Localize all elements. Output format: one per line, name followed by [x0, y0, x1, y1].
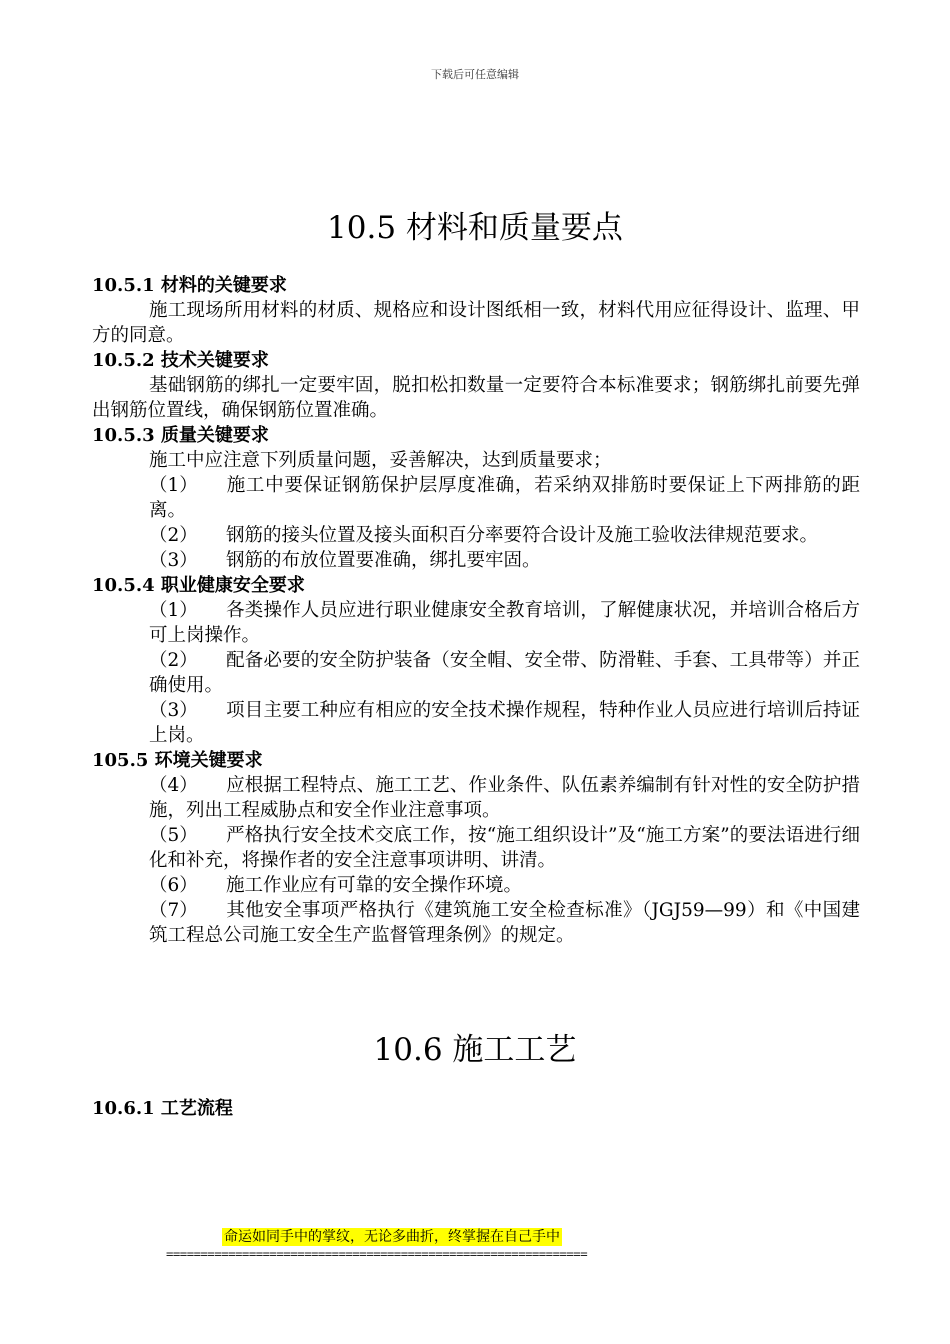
- header-note: 下载后可任意编辑: [431, 68, 519, 81]
- heading-10-5-2: 10.5.2 技术关键要求: [92, 350, 269, 371]
- list-item-text: 施工作业应有可靠的安全操作环境。: [226, 875, 523, 896]
- section-title-10-5: 10.5 材料和质量要点: [327, 210, 623, 246]
- list-item-text: 其他安全事项严格执行《建筑施工安全检查标准》（JGJ59—99）和《中国建筑工程总公司施工安全生产监督管理条例》的规定。: [149, 900, 860, 946]
- footer-motto: 命运如同手中的掌纹，无论多曲折，终掌握在自己手中: [224, 1229, 560, 1245]
- list-item: [149, 873, 860, 898]
- list-item-number: （5）: [149, 825, 198, 846]
- list-item: [149, 473, 860, 523]
- list-item-text: 严格执行安全技术交底工作，按“施工组织设计”及“施工方案”的要法语进行细化和补充，将操作者的安全注意事项讲明、讲清。: [149, 825, 860, 871]
- heading-10-5-5: 105.5 环境关键要求: [92, 750, 263, 771]
- list-item: [149, 698, 860, 748]
- section-10-6-body: [92, 1096, 860, 1121]
- list-item-text: 钢筋的接头位置及接头面积百分率要符合设计及施工验收法律规范要求。: [226, 525, 819, 546]
- paragraph-technical: 基础钢筋的绑扎一定要牢固，脱扣松扣数量一定要符合本标准要求；钢筋绑扎前要先弹出钢筋位置线，确保钢筋位置准确。: [92, 375, 860, 421]
- paragraph-quality-intro: 施工中应注意下列质量问题，妥善解决，达到质量要求；: [149, 450, 612, 471]
- heading-10-6-1: 10.6.1 工艺流程: [92, 1098, 233, 1119]
- list-item-number: （1）: [149, 475, 198, 496]
- footer-divider: =============================================================: [166, 1247, 588, 1261]
- list-item-text: 配备必要的安全防护装备（安全帽、安全带、防滑鞋、手套、工具带等）并正确使用。: [149, 650, 860, 696]
- heading-10-5-3: 10.5.3 质量关键要求: [92, 425, 269, 446]
- list-item-text: 应根据工程特点、施工工艺、作业条件、队伍素养编制有针对性的安全防护措施，列出工程威胁点和安全作业注意事项。: [149, 775, 860, 821]
- list-item-text: 各类操作人员应进行职业健康安全教育培训，了解健康状况，并培训合格后方可上岗操作。: [149, 600, 860, 646]
- list-item: [149, 648, 860, 698]
- list-item-number: （3）: [149, 550, 198, 571]
- list-item: [149, 598, 860, 648]
- paragraph-materials: 施工现场所用材料的材质、规格应和设计图纸相一致，材料代用应征得设计、监理、甲方的同意。: [92, 300, 860, 346]
- heading-10-5-4: 10.5.4 职业健康安全要求: [92, 575, 305, 596]
- heading-10-5-1: 10.5.1 材料的关键要求: [92, 275, 287, 296]
- list-item-number: （6）: [149, 875, 198, 896]
- list-item-number: （3）: [149, 700, 198, 721]
- list-item: [149, 523, 860, 548]
- list-item-number: （7）: [149, 900, 198, 921]
- list-item: [149, 823, 860, 873]
- list-item: [149, 898, 860, 948]
- list-item-number: （1）: [149, 600, 198, 621]
- list-item-text: 施工中要保证钢筋保护层厚度准确，若采纳双排筋时要保证上下两排筋的距离。: [149, 475, 860, 521]
- list-item-number: （4）: [149, 775, 198, 796]
- list-item-text: 钢筋的布放位置要准确，绑扎要牢固。: [226, 550, 541, 571]
- list-item-number: （2）: [149, 525, 198, 546]
- section-10-5-body: [92, 273, 860, 948]
- list-item-text: 项目主要工种应有相应的安全技术操作规程，特种作业人员应进行培训后持证上岗。: [149, 700, 860, 746]
- list-item: [149, 548, 860, 573]
- section-title-10-6: 10.6 施工工艺: [373, 1032, 577, 1068]
- list-item-number: （2）: [149, 650, 198, 671]
- list-item: [149, 773, 860, 823]
